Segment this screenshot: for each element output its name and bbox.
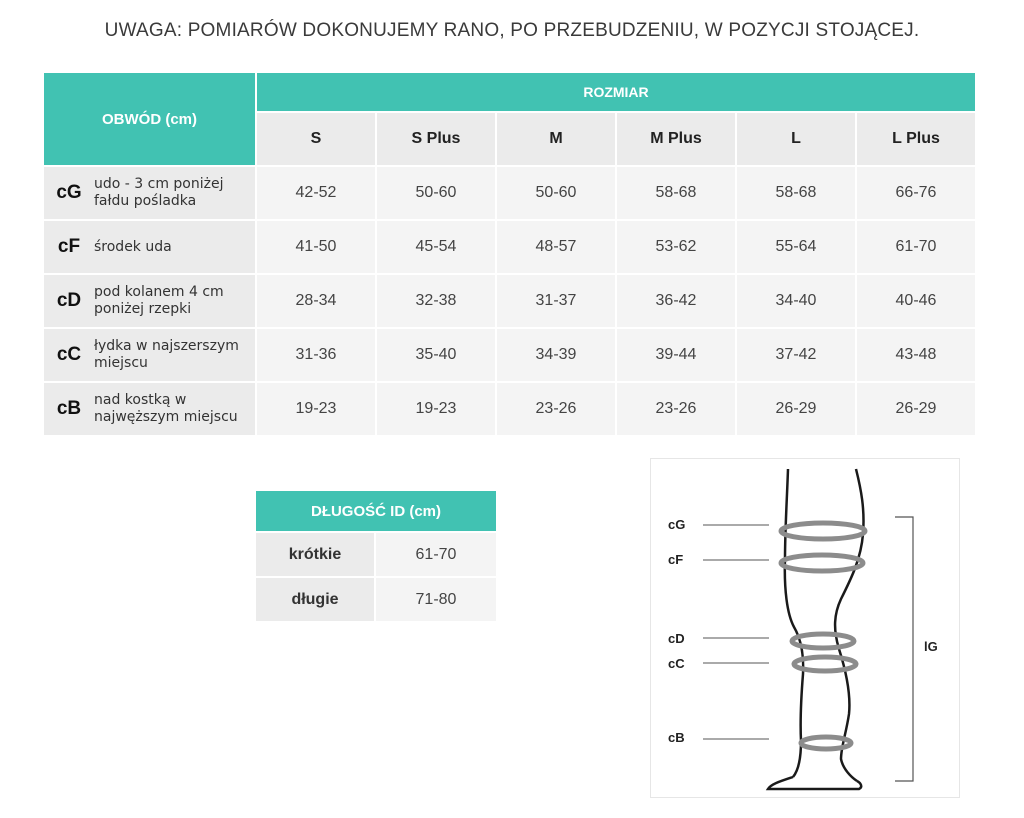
size-value: 36-42 bbox=[617, 273, 737, 327]
size-value: 48-57 bbox=[497, 219, 617, 273]
leg-measurement-diagram bbox=[650, 458, 960, 798]
measure-code: cG bbox=[56, 182, 82, 203]
size-value: 58-68 bbox=[737, 165, 857, 219]
length-label: krótkie bbox=[256, 531, 376, 576]
size-col-l: L bbox=[737, 113, 857, 165]
leg-front-outline bbox=[835, 469, 863, 781]
size-value: 23-26 bbox=[617, 381, 737, 435]
measure-description: pod kolanem 4 cm poniżej rzepki bbox=[94, 284, 224, 317]
size-col-l-plus: L Plus bbox=[857, 113, 975, 165]
size-col-m: M bbox=[497, 113, 617, 165]
length-table bbox=[256, 491, 496, 621]
size-value: 23-26 bbox=[497, 381, 617, 435]
label-cf: cF bbox=[668, 552, 684, 567]
size-value: 34-40 bbox=[737, 273, 857, 327]
length-label: długie bbox=[256, 576, 376, 621]
foot-outline bbox=[768, 777, 861, 789]
size-value: 37-42 bbox=[737, 327, 857, 381]
table-row bbox=[44, 273, 975, 327]
size-value: 50-60 bbox=[497, 165, 617, 219]
size-col-s-plus: S Plus bbox=[377, 113, 497, 165]
length-bracket bbox=[895, 517, 913, 781]
size-value: 66-76 bbox=[857, 165, 975, 219]
table-row bbox=[44, 381, 975, 435]
measure-description: udo - 3 cm poniżej fałdu pośladka bbox=[94, 176, 224, 209]
measure-description: łydka w najszerszym miejscu bbox=[94, 338, 239, 371]
measure-code: cC bbox=[56, 344, 82, 365]
table-row bbox=[44, 219, 975, 273]
size-value: 32-38 bbox=[377, 273, 497, 327]
size-value: 41-50 bbox=[257, 219, 377, 273]
length-header: DŁUGOŚĆ ID (cm) bbox=[256, 491, 496, 531]
size-value: 19-23 bbox=[377, 381, 497, 435]
leg-back-outline bbox=[785, 469, 803, 777]
label-cd: cD bbox=[668, 631, 685, 646]
band-cd bbox=[792, 634, 854, 648]
measure-code: cF bbox=[57, 236, 81, 257]
table-row bbox=[44, 327, 975, 381]
size-value: 31-36 bbox=[257, 327, 377, 381]
size-value: 19-23 bbox=[257, 381, 377, 435]
measure-description: środek uda bbox=[94, 238, 172, 255]
length-value: 61-70 bbox=[376, 531, 496, 576]
size-value: 31-37 bbox=[497, 273, 617, 327]
size-col-m-plus: M Plus bbox=[617, 113, 737, 165]
size-value: 43-48 bbox=[857, 327, 975, 381]
band-cf bbox=[781, 555, 863, 571]
size-value: 53-62 bbox=[617, 219, 737, 273]
leg-illustration bbox=[651, 459, 959, 797]
size-value: 55-64 bbox=[737, 219, 857, 273]
table-row bbox=[44, 165, 975, 219]
circumference-header: OBWÓD (cm) bbox=[44, 73, 257, 165]
band-cg bbox=[781, 523, 865, 539]
size-value: 35-40 bbox=[377, 327, 497, 381]
size-value: 40-46 bbox=[857, 273, 975, 327]
size-value: 39-44 bbox=[617, 327, 737, 381]
size-col-s: S bbox=[257, 113, 377, 165]
table-row bbox=[256, 576, 496, 621]
size-value: 50-60 bbox=[377, 165, 497, 219]
size-value: 58-68 bbox=[617, 165, 737, 219]
label-cc: cC bbox=[668, 656, 685, 671]
size-value: 28-34 bbox=[257, 273, 377, 327]
label-cb: cB bbox=[668, 730, 685, 745]
size-value: 45-54 bbox=[377, 219, 497, 273]
size-value: 26-29 bbox=[737, 381, 857, 435]
measurement-notice: UWAGA: POMIARÓW DOKONUJEMY RANO, PO PRZEBUDZENIU, W POZYCJI STOJĄCEJ. bbox=[104, 20, 920, 41]
size-header: ROZMIAR bbox=[257, 73, 975, 113]
measure-code: cB bbox=[56, 398, 82, 419]
label-lg: lG bbox=[924, 639, 938, 654]
size-value: 42-52 bbox=[257, 165, 377, 219]
measure-code: cD bbox=[56, 290, 82, 311]
size-value: 26-29 bbox=[857, 381, 975, 435]
measure-description: nad kostką w najwęższym miejscu bbox=[94, 392, 238, 425]
table-row bbox=[256, 531, 496, 576]
size-value: 61-70 bbox=[857, 219, 975, 273]
size-value: 34-39 bbox=[497, 327, 617, 381]
length-value: 71-80 bbox=[376, 576, 496, 621]
label-cg: cG bbox=[668, 517, 686, 532]
size-table bbox=[44, 73, 975, 435]
